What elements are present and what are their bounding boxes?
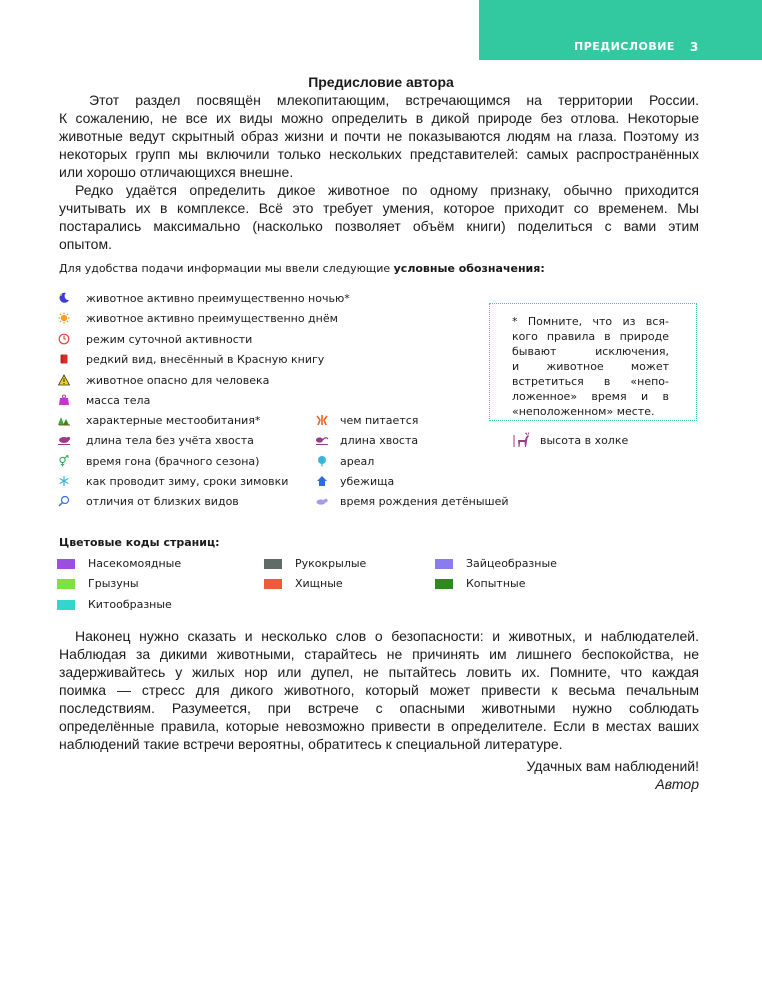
warning-icon: [57, 373, 71, 387]
red-book-icon: [57, 352, 71, 366]
color-code-item: Зайцеобразные: [435, 557, 557, 570]
legend-height: высота в холке: [513, 431, 628, 449]
legend-shelter: убежища: [315, 472, 394, 490]
color-swatch: [435, 579, 453, 589]
intro-paragraph-2: [59, 181, 699, 253]
body-length-icon: [57, 433, 71, 447]
paragraph-line: или хорошо отличающихся внешне.: [59, 164, 294, 180]
color-codes-title: Цветовые коды страниц:: [59, 536, 220, 549]
sun-icon: [57, 311, 71, 325]
paragraph-line: опытом.: [59, 236, 112, 252]
legend-range: ареал: [315, 452, 374, 470]
food-icon: [315, 413, 329, 427]
legend-birth: время рождения детёнышей: [315, 492, 509, 510]
paragraph-line: животные ведут скрытный образ жизни и почти не показываются людям на глаза. Поэтому из: [59, 128, 699, 144]
author-signature: Автор: [655, 776, 699, 792]
page-title: Предисловие автора: [308, 74, 454, 90]
paragraph-line: Наблюдая за дикими животными, старайтесь не причинять им лишнего беспокойства, не: [59, 646, 699, 662]
tail-length-icon: [315, 433, 329, 447]
legend-tail: длина хвоста: [315, 431, 418, 449]
legend-dangerous: животное опасно для человека: [57, 371, 269, 389]
color-swatch: [264, 579, 282, 589]
paragraph-line: определённые правила, которые невозможно привести в определителе. Если в местах ваших: [59, 718, 699, 734]
birth-icon: [315, 494, 329, 508]
moon-icon: [57, 291, 71, 305]
legend-rut: время гона (брачного сезона): [57, 452, 259, 470]
rut-icon: [57, 454, 71, 468]
paragraph-line: К сожалению, не все их виды можно определить в дикой природе без отлова. Некоторые: [59, 110, 699, 126]
shelter-icon: [315, 474, 329, 488]
legend-differences: отличия от близких видов: [57, 492, 239, 510]
legend-weight: масса тела: [57, 391, 150, 409]
magnifier-icon: [57, 494, 71, 508]
legend-food: чем питается: [315, 411, 418, 429]
color-swatch: [57, 579, 75, 589]
paragraph-line: некоторых групп мы включили только нескольких представителей: самых распространённых: [59, 146, 699, 162]
globe-icon: [315, 454, 329, 468]
snowflake-icon: [57, 474, 71, 488]
legend-nocturnal: животное активно преимущественно ночью*: [57, 289, 350, 307]
intro-paragraph-1: [59, 91, 699, 181]
deer-height-icon: [513, 432, 531, 448]
weight-icon: [57, 393, 71, 407]
color-code-item: Китообразные: [57, 598, 172, 611]
color-swatch: [264, 559, 282, 569]
paragraph-line: последствиям. Разумеется, при встрече с опасными животными нужно соблюдать: [59, 700, 699, 716]
color-swatch: [57, 559, 75, 569]
section-title: ПРЕДИСЛОВИЕ: [574, 40, 675, 53]
habitat-icon: [57, 413, 71, 427]
paragraph-line: учитывать их в комплексе. Всё это требует умения, которое приходит со временем. Мы: [59, 200, 699, 216]
legend-red-book: редкий вид, внесённый в Красную книгу: [57, 350, 324, 368]
paragraph-line: задерживайтесь у жилых нор или дупел, не пытайтесь ловить их. Помните, что каждая: [59, 664, 699, 680]
color-code-item: Рукокрылые: [264, 557, 366, 570]
closing-paragraph: [59, 627, 699, 753]
color-swatch: [435, 559, 453, 569]
legend-habitat: характерные местообитания*: [57, 411, 260, 429]
paragraph-line: наблюдений такие встречи вероятны, обратитесь к специальной литературе.: [59, 736, 563, 752]
paragraph-line: Редко удаётся определить дикое животное по одному признаку, обычно приходится: [75, 182, 699, 198]
clock-icon: [57, 332, 71, 346]
legend-diurnal: животное активно преимущественно днём: [57, 309, 338, 327]
legend-winter: как проводит зиму, сроки зимовки: [57, 472, 288, 490]
paragraph-line: Этот раздел посвящён млекопитающим, встречающимся на территории России.: [89, 92, 699, 108]
color-code-item: Копытные: [435, 577, 525, 590]
legend-daily-mode: режим суточной активности: [57, 330, 252, 348]
color-code-item: Грызуны: [57, 577, 139, 590]
color-code-item: Насекомоядные: [57, 557, 181, 570]
legend-body-length: длина тела без учёта хвоста: [57, 431, 254, 449]
note-text: * Помните, что из вся- кого правила в природе бывают исключения, и животное может встретиться в «непо- ложенное» время и в «неположенном» месте.: [512, 315, 669, 418]
color-code-item: Хищные: [264, 577, 343, 590]
paragraph-line: Наконец нужно сказать и несколько слов о безопасности: и животных, и наблюдателей.: [75, 628, 699, 644]
legend-intro: Для удобства подачи информации мы ввели следующие условные обозначения:: [59, 262, 545, 275]
closing-wish: Удачных вам наблюдений!: [526, 758, 699, 774]
paragraph-line: постарались максимально (насколько позволяет объём книги) поделиться с вами этим: [59, 218, 699, 234]
page-number: 3: [690, 40, 699, 54]
paragraph-line: поимка — стресс для дикого животного, который может привести к весьма печальным: [59, 682, 699, 698]
color-swatch: [57, 600, 75, 610]
